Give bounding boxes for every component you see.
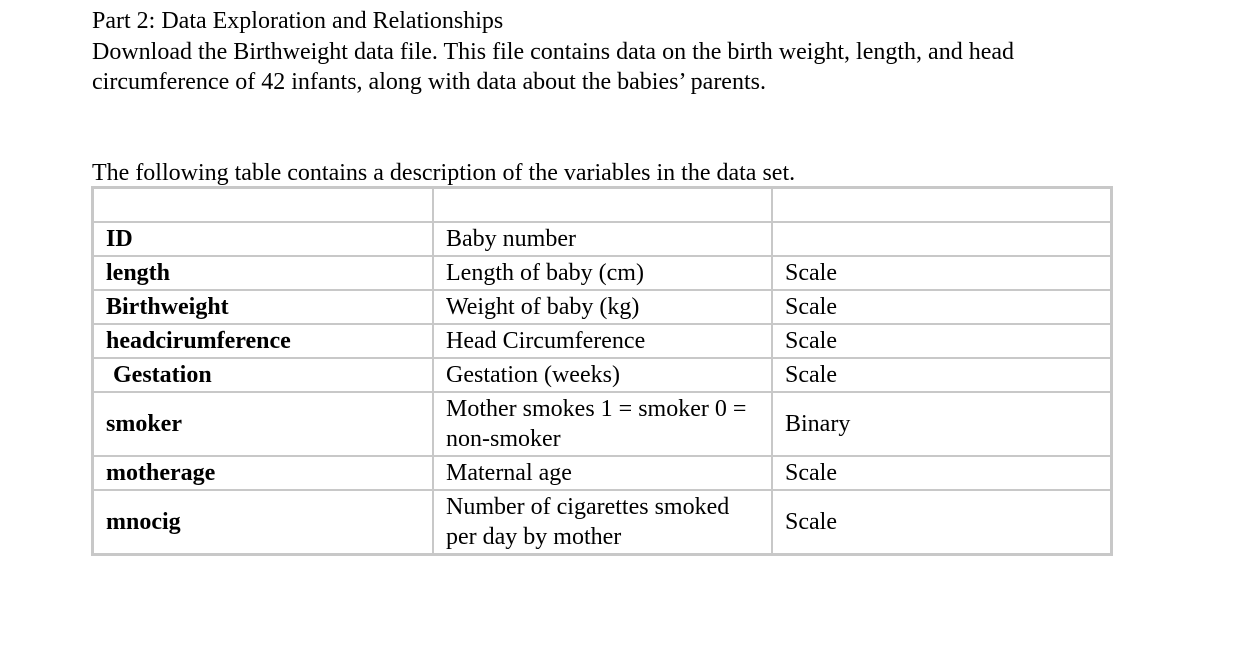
variables-table [91, 186, 1113, 556]
description-cell: Gestation (weeks) [433, 358, 772, 392]
type-cell: Scale [772, 256, 1111, 290]
table-row [93, 324, 1111, 358]
variable-name-cell: Gestation [93, 358, 433, 392]
type-cell: Scale [772, 324, 1111, 358]
table-header-row [93, 188, 1111, 222]
table-row [93, 222, 1111, 256]
type-cell [772, 222, 1111, 256]
section-heading: Part 2: Data Exploration and Relationships [92, 8, 504, 34]
type-cell: Scale [772, 490, 1111, 554]
intro-paragraph: Download the Birthweight data file. This file contains data on the birth weight, length, and head circumference of 42 infants, along with data about the babies’ parents. [92, 39, 1014, 95]
variable-name-cell: mnocig [93, 490, 433, 554]
variable-name-cell: headcirumference [93, 324, 433, 358]
description-cell: Length of baby (cm) [433, 256, 772, 290]
table-cell [433, 188, 772, 222]
table-cell [772, 188, 1111, 222]
table-row [93, 456, 1111, 490]
variable-name-cell: length [93, 256, 433, 290]
variable-name-cell: Birthweight [93, 290, 433, 324]
type-cell: Scale [772, 358, 1111, 392]
table-row [93, 392, 1111, 456]
description-cell: Head Circumference [433, 324, 772, 358]
type-cell: Scale [772, 290, 1111, 324]
table-row [93, 490, 1111, 554]
table-row [93, 358, 1111, 392]
description-cell: Baby number [433, 222, 772, 256]
table-row [93, 256, 1111, 290]
table-cell [93, 188, 433, 222]
description-cell: Mother smokes 1 = smoker 0 = non-smoker [433, 392, 772, 456]
table-row [93, 290, 1111, 324]
variable-name-cell: motherage [93, 456, 433, 490]
variable-name-cell: smoker [93, 392, 433, 456]
type-cell: Binary [772, 392, 1111, 456]
description-cell: Number of cigarettes smoked per day by mother [433, 490, 772, 554]
description-cell: Maternal age [433, 456, 772, 490]
type-cell: Scale [772, 456, 1111, 490]
variable-name-cell: ID [93, 222, 433, 256]
description-cell: Weight of baby (kg) [433, 290, 772, 324]
table-caption: The following table contains a description of the variables in the data set. [92, 160, 796, 186]
